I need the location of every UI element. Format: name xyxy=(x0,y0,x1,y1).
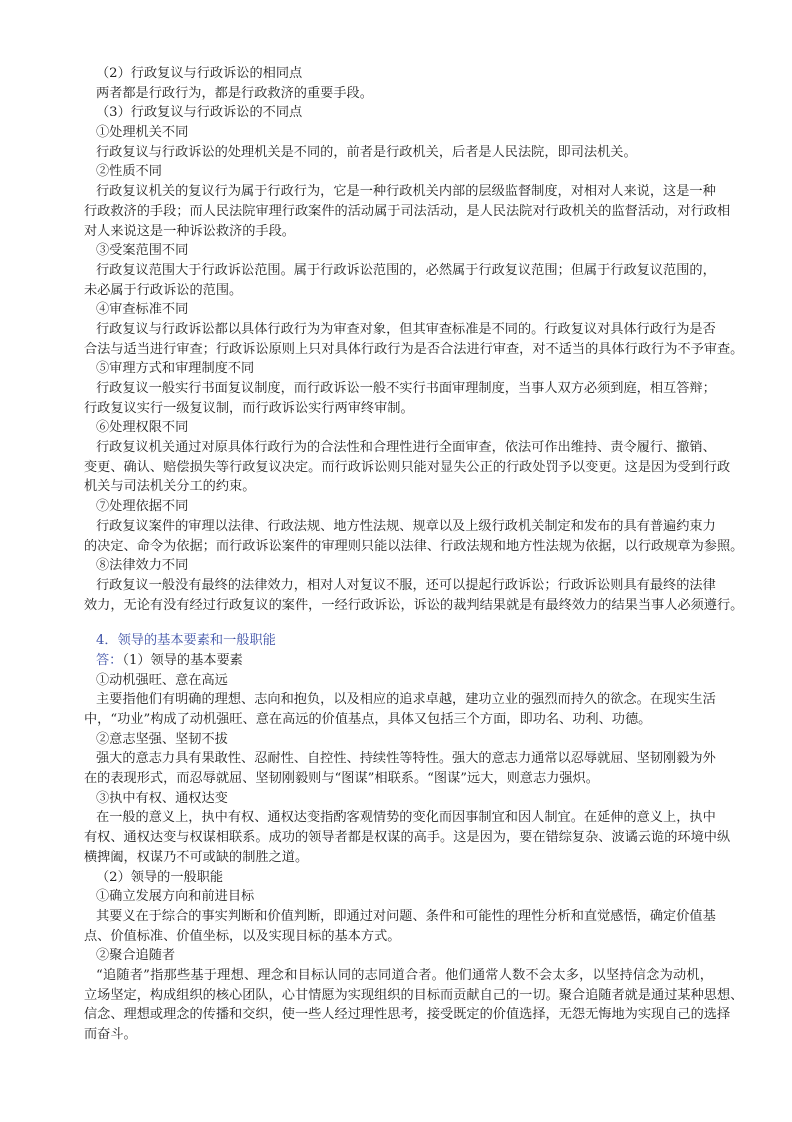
paragraph xyxy=(84,576,744,615)
answer-subheading: （1）领导的基本要素 xyxy=(122,652,243,668)
text-line: 强大的意志力具有果敢性、忍耐性、自控性、持续性等特性。强大的意志力通常以忍辱就屈、坚韧刚毅为外 xyxy=(96,751,716,767)
subheading xyxy=(84,241,713,261)
text-line: 的决定、命令为依据；而行政诉讼案件的审理则只能以法律、行政法规和地方性法规为依据，以行政规章为参照。 xyxy=(84,538,744,554)
text-line: 行政复议范围大于行政诉讼范围。属于行政诉讼范围的，必然属于行政复议范围；但属于行政复议范围的， xyxy=(96,262,716,278)
text-line: ①处理机关不同 xyxy=(96,125,189,141)
text-line: 信念、理想或理念的传播和交织，使一些人经过理性思考，接受既定的价值选择，无怨无悔地为实现自己的选择 xyxy=(84,1007,731,1023)
section-gap xyxy=(84,615,713,631)
text-line: 未必属于行政诉讼的范围。 xyxy=(84,282,243,298)
text-line: 机关与司法机关分工的约束。 xyxy=(84,479,256,495)
text-line: 中，“功业”构成了动机强旺、意在高远的价值基点，具体又包括三个方面，即功名、功利、功德。 xyxy=(84,712,652,727)
subheading xyxy=(84,103,713,123)
text-line: ②聚合追随者 xyxy=(96,948,176,964)
text-line: 效力，无论有没有经过行政复议的案件，一经行政诉讼，诉讼的裁判结果就是有最终效力的结果当事人必须遵行。 xyxy=(84,597,744,613)
document-page xyxy=(84,64,744,1045)
paragraph xyxy=(84,379,716,418)
paragraph xyxy=(84,143,713,163)
subheading xyxy=(84,497,713,517)
text-line: ①动机强旺、意在高远 xyxy=(96,672,228,688)
subheading xyxy=(84,789,713,809)
text-line: 合法与适当进行审查；行政诉讼原则上只对具体行政行为是否合法进行审查，对不适当的具体行政行为不予审查。 xyxy=(84,341,744,357)
text-line: 两者都是行政行为，都是行政救济的重要手段。 xyxy=(96,85,373,101)
answer-label: 答： xyxy=(96,652,123,668)
subheading xyxy=(84,730,713,750)
paragraph xyxy=(84,261,716,300)
section-4-title: 4．领导的基本要素和一般职能 xyxy=(96,633,276,649)
text-line: 而奋斗。 xyxy=(84,1027,137,1042)
text-line: 行政复议机关的复议行为属于行政行为，它是一种行政机关内部的层级监督制度，对相对人来说，这是一种 xyxy=(96,184,716,200)
subheading xyxy=(84,123,713,143)
paragraph xyxy=(84,808,731,867)
text-line: 在的表现形式，而忍辱就屈、坚韧刚毅则与“图谋”相联系。“图谋”远大，则意志力强炽。 xyxy=(84,771,599,787)
text-line: 有权、通权达变与权谋相联系。成功的领导者都是权谋的高手。这是因为，要在错综复杂、波谲云诡的环境中纵 xyxy=(84,830,731,846)
text-line: “追随者”指那些基于理想、理念和目标认同的志同道合者。他们通常人数不会太多，以坚持信念为动机， xyxy=(96,967,713,983)
text-line: ④审查标准不同 xyxy=(96,302,189,318)
text-line: 点、价值标准、价值坐标，以及实现目标的基本方式。 xyxy=(84,928,401,944)
text-line: ②性质不同 xyxy=(96,164,162,180)
text-line: ③受案范围不同 xyxy=(96,243,189,259)
text-line: 对人来说这是一种诉讼救济的手段。 xyxy=(84,223,295,239)
paragraph xyxy=(84,84,713,104)
text-line: 行政复议机关通过对原具体行政行为的合法性和合理性进行全面审查，依法可作出维持、责令履行、撤销、 xyxy=(96,440,716,456)
section-3-comparison xyxy=(84,64,744,615)
paragraph xyxy=(84,907,716,946)
subheading xyxy=(84,418,713,438)
section-4-body xyxy=(84,671,744,1045)
paragraph xyxy=(84,438,731,497)
text-line: 行政复议与行政诉讼都以具体行政行为为审查对象，但其审查标准是不同的。行政复议对具体行政行为是否 xyxy=(96,321,716,337)
text-line: 行政复议一般没有最终的法律效力，相对人对复议不服，还可以提起行政诉讼；行政诉讼则具有最终的法律 xyxy=(96,577,716,593)
text-line: ⑥处理权限不同 xyxy=(96,420,189,436)
paragraph xyxy=(84,320,744,359)
text-line: ⑤审理方式和审理制度不同 xyxy=(96,361,255,377)
text-line: 行政复议案件的审理以法律、行政法规、地方性法规、规章以及上级行政机关制定和发布的具有普遍约束力 xyxy=(96,518,716,534)
text-line: ②意志坚强、坚韧不拔 xyxy=(96,731,228,747)
text-line: 横捭阖，权谋乃不可或缺的制胜之道。 xyxy=(84,849,309,865)
subheading xyxy=(84,671,713,691)
text-line: 其要义在于综合的事实判断和价值判断，即通过对问题、条件和可能性的理性分析和直觉感悟，确定价值基 xyxy=(96,908,716,924)
subheading xyxy=(84,359,713,379)
paragraph xyxy=(84,690,716,729)
text-line: 行政复议实行一级复议制，而行政诉讼实行两审终审制。 xyxy=(84,400,414,416)
text-line: ①确立发展方向和前进目标 xyxy=(96,889,255,905)
paragraph xyxy=(84,182,731,241)
paragraph xyxy=(84,517,744,556)
paragraph xyxy=(84,966,744,1045)
text-line: 立场坚定，构成组织的核心团队，心甘情愿为实现组织的目标而贡献自己的一切。聚合追随者就是通过某种思想、 xyxy=(84,987,744,1003)
subheading xyxy=(84,162,713,182)
text-line: 行政复议一般实行书面复议制度，而行政诉讼一般不实行书面审理制度，当事人双方必须到庭，相互答辩； xyxy=(96,381,716,396)
text-line: 行政救济的手段；而人民法院审理行政案件的活动属于司法活动，是人民法院对行政机关的监督活动，对行政相 xyxy=(84,203,731,219)
text-line: ③执中有权、通权达变 xyxy=(96,790,228,806)
subheading xyxy=(84,64,713,84)
subheading xyxy=(84,946,713,966)
subheading xyxy=(84,887,713,907)
answer-line xyxy=(84,651,713,671)
text-line: ⑦处理依据不同 xyxy=(96,499,189,515)
text-line: （3）行政复议与行政诉讼的不同点 xyxy=(96,105,303,121)
text-line: 在一般的意义上，执中有权、通权达变指酌客观情势的变化而因事制宜和因人制宜。在延伸的意义上，执中 xyxy=(96,810,716,826)
text-line: （2）行政复议与行政诉讼的相同点 xyxy=(96,66,303,81)
subheading xyxy=(84,556,713,576)
paragraph xyxy=(84,749,716,788)
text-line: 变更、确认、赔偿损失等行政复议决定。而行政诉讼则只能对显失公正的行政处罚予以变更。这是因为受到行政 xyxy=(84,459,731,475)
text-line: ⑧法律效力不同 xyxy=(96,558,189,574)
text-line: 行政复议与行政诉讼的处理机关是不同的，前者是行政机关，后者是人民法院，即司法机关。 xyxy=(96,144,637,160)
text-line: （2）领导的一般职能 xyxy=(96,869,224,885)
text-line: 主要指他们有明确的理想、志向和抱负，以及相应的追求卓越，建功立业的强烈而持久的欲念。在现实生活 xyxy=(96,692,716,708)
subheading xyxy=(84,868,713,888)
subheading xyxy=(84,300,713,320)
